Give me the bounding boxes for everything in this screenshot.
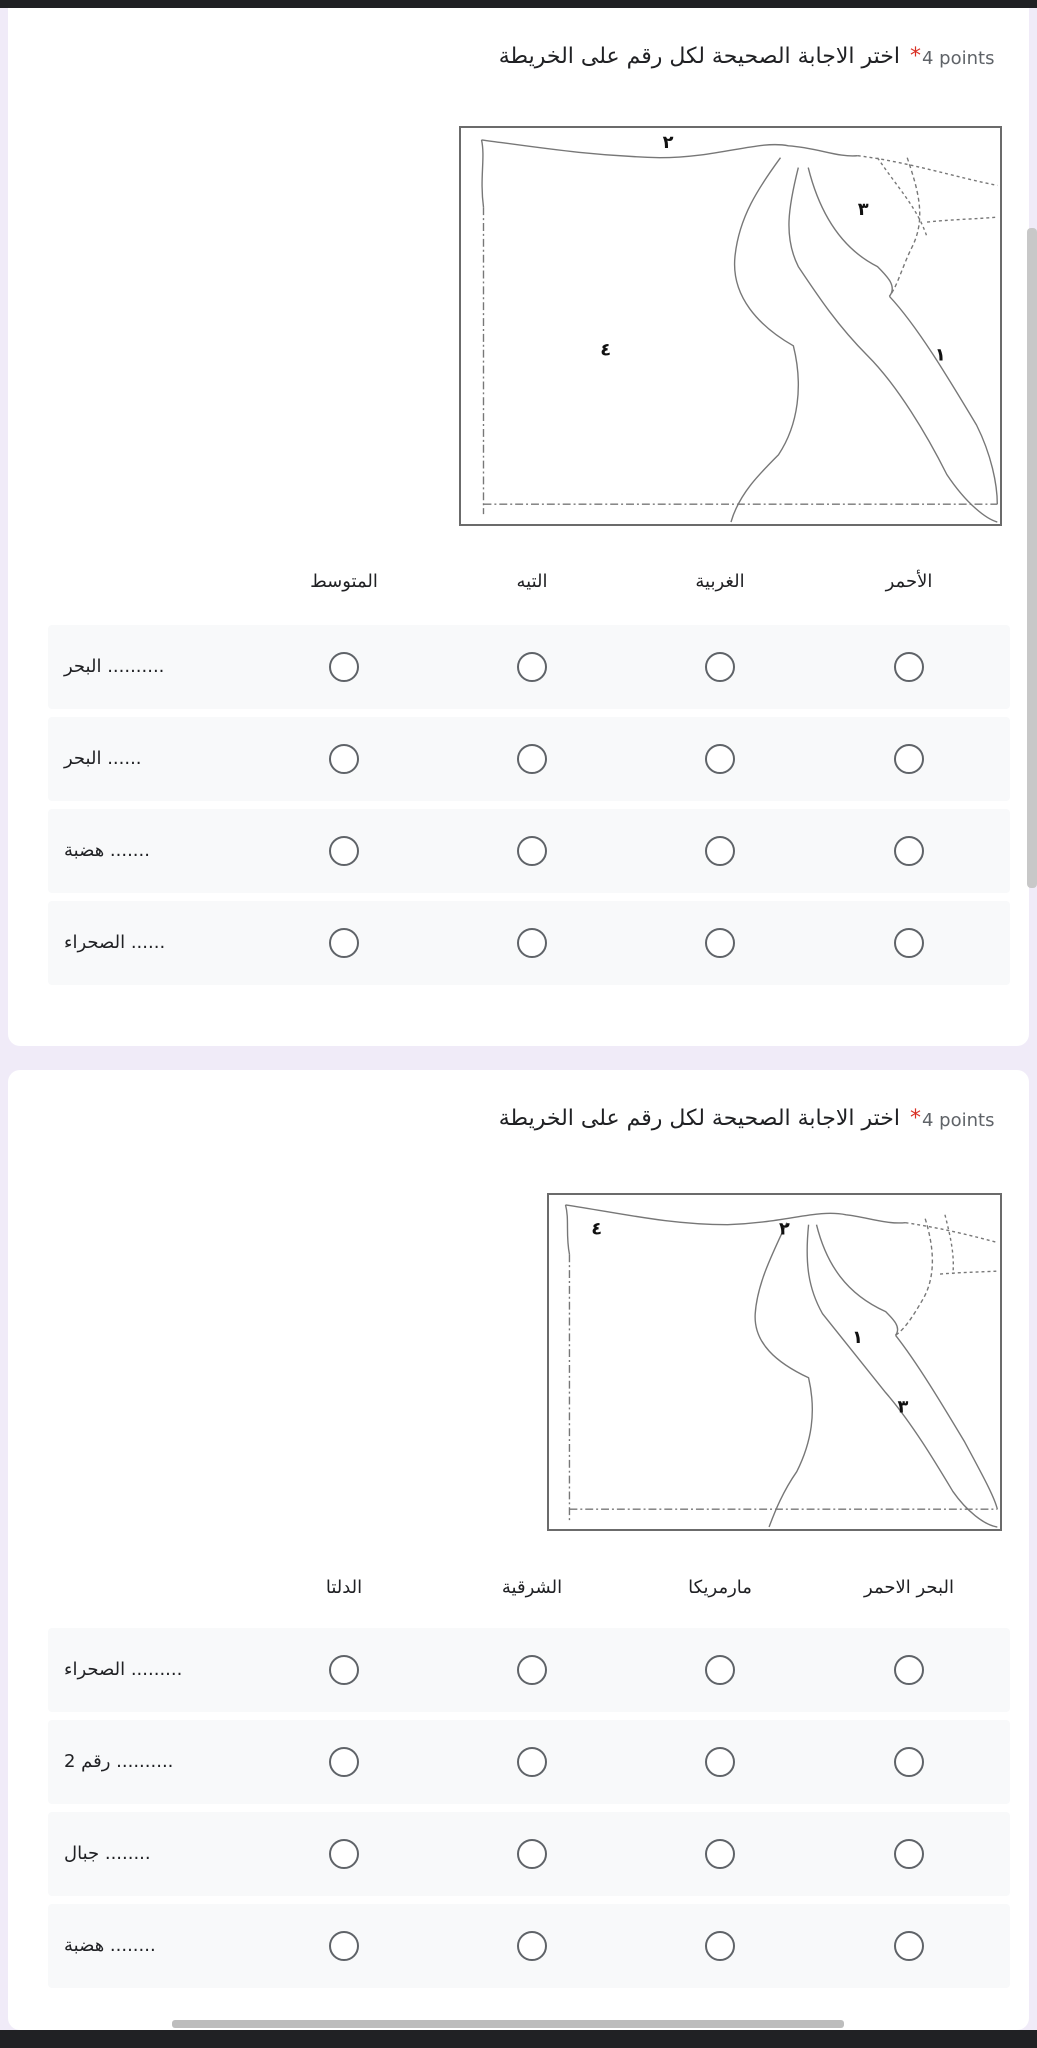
- radio-option[interactable]: [705, 1655, 735, 1685]
- radio-option[interactable]: [705, 652, 735, 682]
- column-header: الشرقية: [501, 1577, 563, 1598]
- map-label-4: ٤: [600, 339, 612, 361]
- top-bar: [0, 0, 1037, 8]
- column-header: الدلتا: [325, 1577, 363, 1598]
- radio-option[interactable]: [517, 1931, 547, 1961]
- radio-option[interactable]: [894, 1839, 924, 1869]
- grid-row: [48, 901, 1010, 985]
- radio-option[interactable]: [329, 1655, 359, 1685]
- vertical-scrollbar[interactable]: [1027, 228, 1037, 888]
- question-map-image: [547, 1193, 1002, 1531]
- question-title: *اختر الاجابة الصحيحة لكل رقم على الخريطة: [498, 44, 921, 69]
- radio-option[interactable]: [705, 1747, 735, 1777]
- required-asterisk: *: [910, 1106, 921, 1131]
- radio-option[interactable]: [894, 928, 924, 958]
- radio-option[interactable]: [517, 928, 547, 958]
- row-label: ...... الصحراء: [64, 932, 166, 953]
- radio-option[interactable]: [894, 652, 924, 682]
- question-title: *اختر الاجابة الصحيحة لكل رقم على الخريطة: [498, 1106, 921, 1131]
- row-label: ......... الصحراء: [64, 1659, 183, 1680]
- row-label: ....... هضبة: [64, 840, 150, 861]
- required-asterisk: *: [910, 44, 921, 69]
- radio-option[interactable]: [894, 1931, 924, 1961]
- map-label-1: ١: [934, 344, 946, 366]
- radio-option[interactable]: [329, 928, 359, 958]
- column-header: الأحمر: [885, 571, 933, 592]
- radio-option[interactable]: [329, 1931, 359, 1961]
- map-label-3: ٣: [857, 199, 869, 221]
- column-header: البحر الاحمر: [864, 1577, 954, 1598]
- radio-option[interactable]: [329, 652, 359, 682]
- horizontal-scrollbar[interactable]: [172, 2020, 844, 2028]
- grid-row: [48, 809, 1010, 893]
- column-header: مارمريكا: [688, 1577, 752, 1598]
- radio-option[interactable]: [705, 1839, 735, 1869]
- row-label: ........ جبال: [64, 1843, 151, 1864]
- points-label: 4 points: [922, 1110, 995, 1131]
- radio-option[interactable]: [705, 744, 735, 774]
- radio-option[interactable]: [894, 836, 924, 866]
- radio-option[interactable]: [894, 1747, 924, 1777]
- row-label: ........ هضبة: [64, 1935, 156, 1956]
- radio-option[interactable]: [329, 836, 359, 866]
- question-card-2: [8, 1070, 1029, 2030]
- radio-option[interactable]: [894, 744, 924, 774]
- radio-option[interactable]: [517, 836, 547, 866]
- row-label: .......... رقم 2: [64, 1751, 174, 1772]
- radio-option[interactable]: [705, 836, 735, 866]
- column-header: التيه: [516, 571, 548, 592]
- map-label-2: ٢: [778, 1218, 790, 1240]
- points-label: 4 points: [922, 48, 995, 69]
- question-card-1: [8, 8, 1029, 1046]
- map-label-2: ٢: [662, 131, 674, 153]
- radio-option[interactable]: [517, 1655, 547, 1685]
- grid-row: [48, 1720, 1010, 1804]
- grid-row: [48, 1812, 1010, 1896]
- question-map-image: [459, 126, 1002, 526]
- radio-option[interactable]: [894, 1655, 924, 1685]
- grid-row: [48, 1628, 1010, 1712]
- column-header: المتوسط: [310, 571, 378, 592]
- radio-option[interactable]: [329, 744, 359, 774]
- grid-row: [48, 625, 1010, 709]
- radio-option[interactable]: [517, 652, 547, 682]
- radio-option[interactable]: [517, 1839, 547, 1869]
- map-label-3: ٣: [897, 1396, 909, 1418]
- radio-option[interactable]: [705, 1931, 735, 1961]
- grid-row: [48, 1904, 1010, 1988]
- radio-option[interactable]: [329, 1839, 359, 1869]
- grid-row: [48, 717, 1010, 801]
- radio-option[interactable]: [517, 1747, 547, 1777]
- column-header: الغربية: [695, 571, 745, 592]
- radio-option[interactable]: [517, 744, 547, 774]
- map-label-4: ٤: [591, 1218, 603, 1240]
- map-label-1: ١: [852, 1327, 863, 1349]
- bottom-bar: [0, 2030, 1037, 2048]
- row-label: ...... البحر: [64, 748, 142, 769]
- radio-option[interactable]: [705, 928, 735, 958]
- row-label: .......... البحر: [64, 656, 165, 677]
- radio-option[interactable]: [329, 1747, 359, 1777]
